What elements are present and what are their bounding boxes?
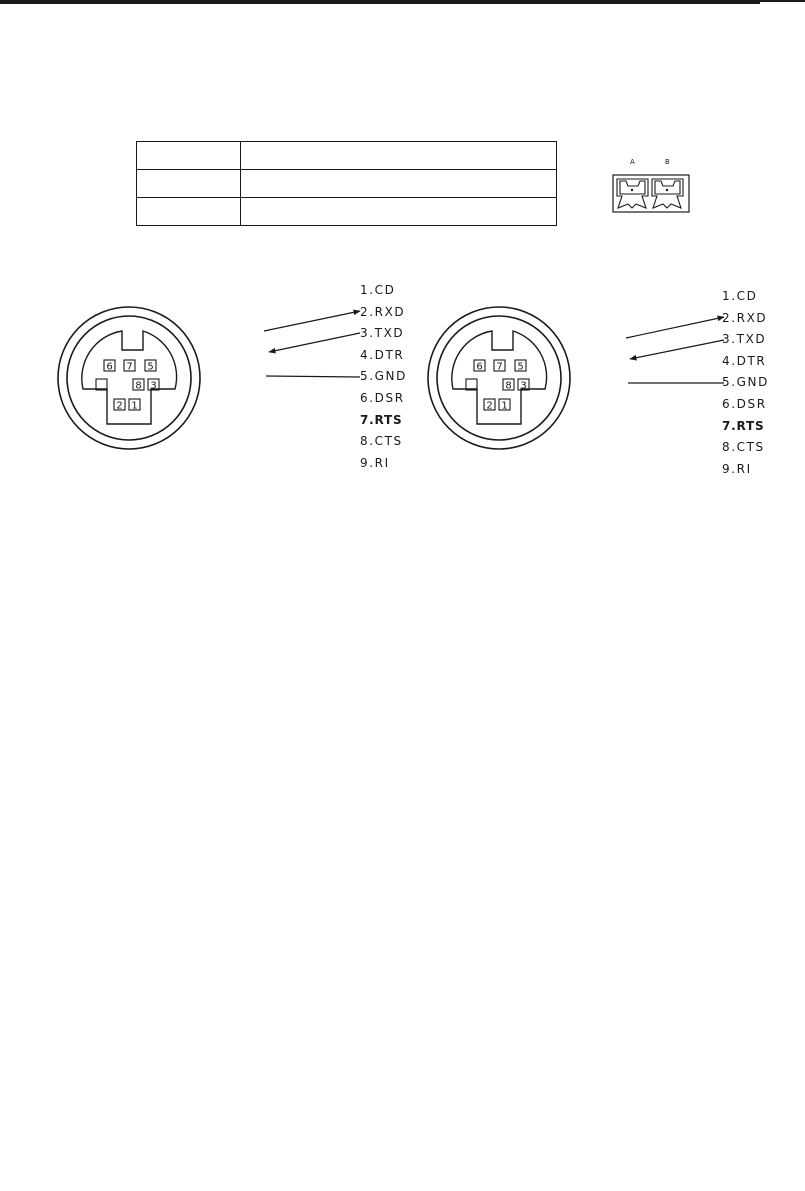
signal-label: 4.DTR (722, 353, 767, 368)
pin-label: 2 (116, 400, 123, 412)
wire-txd-left (269, 333, 360, 352)
signal-label: 1.CD (360, 283, 396, 297)
terminal-label-b: B (665, 158, 670, 166)
signal-label: 3.TXD (722, 332, 767, 347)
signal-label: 5.GND (722, 375, 769, 390)
wire-rxd-right (626, 317, 724, 338)
right-signal-list (722, 286, 769, 480)
signal-label: 6.DSR (360, 390, 405, 405)
pin-label: 5 (147, 361, 154, 373)
pin-label: 1 (131, 400, 138, 412)
signal-label: 7.RTS (360, 412, 403, 427)
wire-rxd-left (264, 311, 360, 331)
pin-label: 3 (150, 380, 157, 392)
signal-label: 6.DSR (722, 396, 767, 411)
signal-label: 4.DTR (360, 347, 405, 362)
pin-label: 5 (517, 361, 524, 373)
pin-label: 7 (496, 361, 503, 373)
signal-label: 5.GND (360, 369, 407, 384)
signal-label: 2.RXD (722, 310, 768, 325)
signal-label: 8.CTS (360, 434, 403, 449)
terminal-label-a: A (630, 158, 635, 166)
pin-label: 7 (126, 361, 133, 373)
signal-label: 9.RI (722, 461, 752, 476)
left-signal-list (360, 280, 407, 474)
pin-label: 8 (135, 380, 142, 392)
signal-label: 2.RXD (360, 304, 406, 319)
pin-label: 6 (476, 361, 483, 373)
signal-label: 3.TXD (360, 326, 405, 341)
pin-label: 3 (520, 380, 527, 392)
signal-label: 1.CD (722, 289, 758, 303)
signal-label: 8.CTS (722, 440, 765, 455)
pin-label: 2 (486, 400, 493, 412)
pin-label: 1 (501, 400, 508, 412)
signal-label: 9.RI (360, 455, 390, 470)
wire-txd-right (630, 340, 724, 359)
wire-gnd-left (266, 376, 360, 377)
signal-label: 7.RTS (722, 418, 765, 433)
pin-label: 8 (505, 380, 512, 392)
pin-label: 6 (106, 361, 113, 373)
